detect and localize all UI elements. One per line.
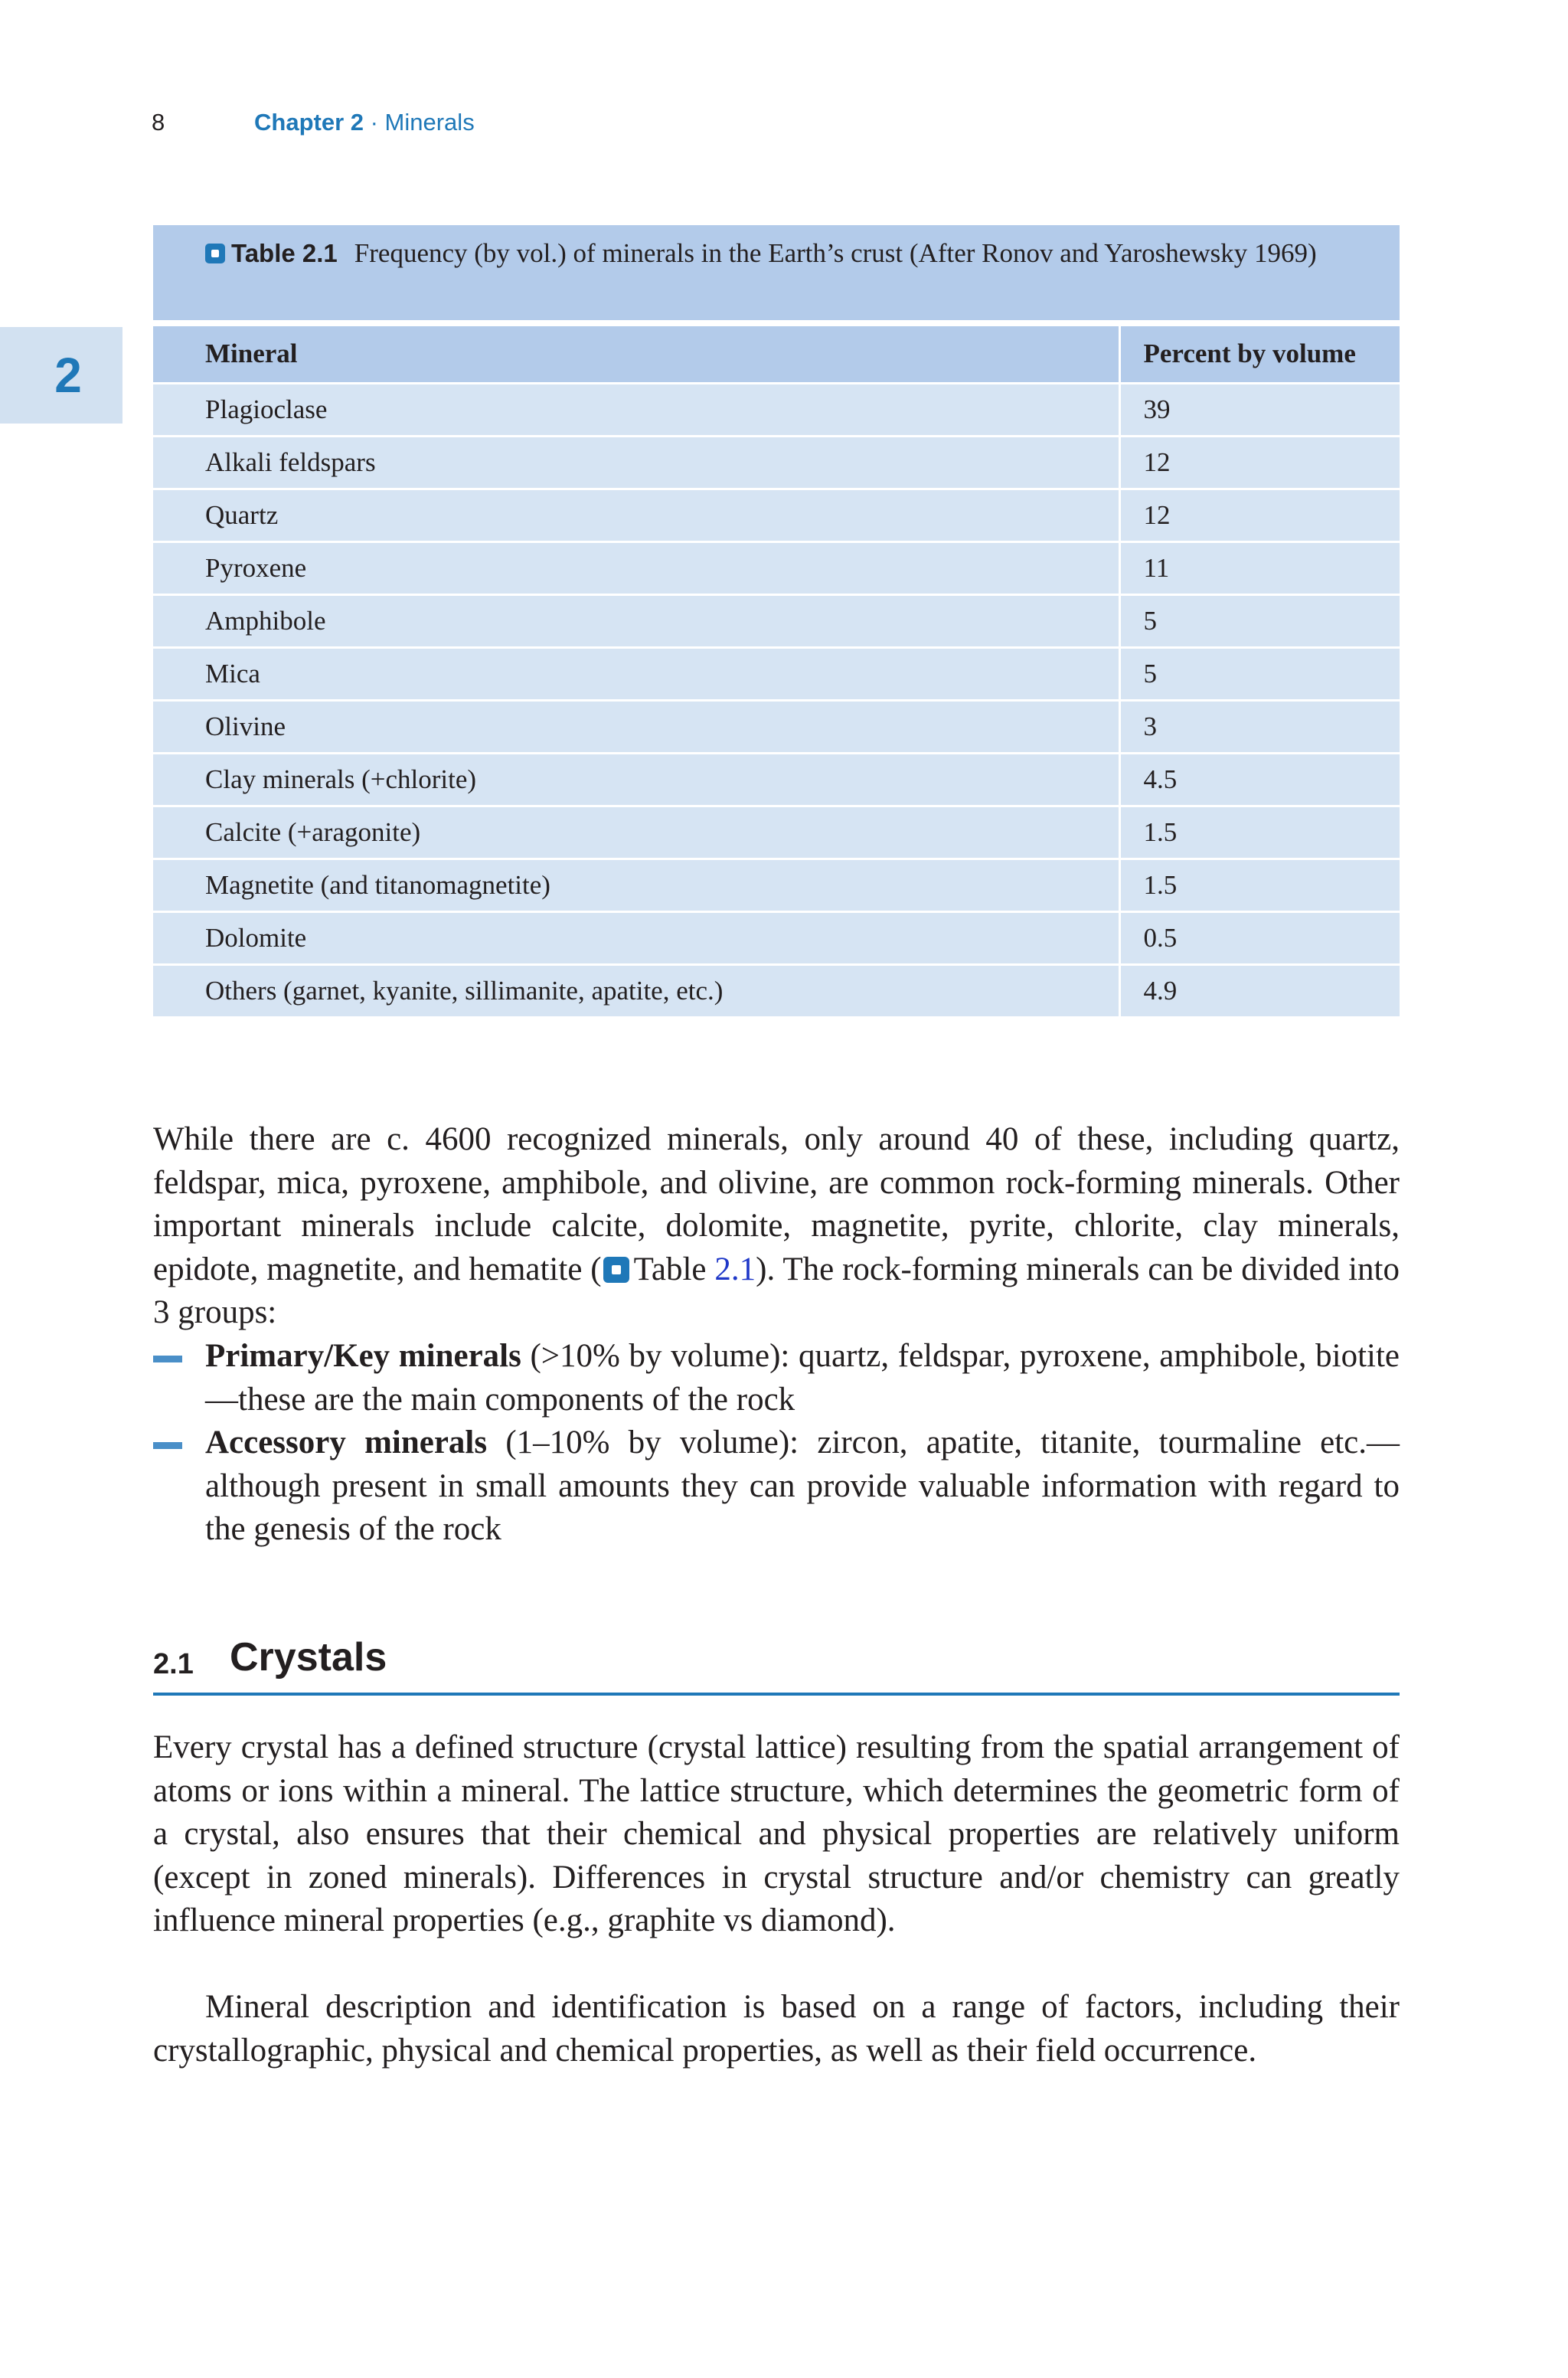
running-head [254,107,475,138]
table-caption [153,225,1400,320]
running-head-chapter-label: Chapter 2 [254,109,364,136]
cell-percent: 0.5 [1119,911,1400,964]
bullet-text: (>10% by volume): quartz, feldspar, pyroxene, amphibole, biotite—these are the main components of the rock [205,1338,1400,1418]
cell-mineral: Plagioclase [153,383,1119,436]
list-item [153,1421,1400,1552]
intro-text-before: While there are c. 4600 recognized minerals, only around 40 of these, including quartz, feldspar, mica, pyroxene, amphibole, and olivine, are common rock-forming minerals. Other important minerals include calcite, dolomite, magnetite, pyrite, chlorite, clay minerals, epidote, magnetite, and hematite ( [153,1121,1400,1287]
table-row [153,753,1400,806]
bullet-term: Accessory minerals [205,1425,488,1460]
cell-mineral: Quartz [153,489,1119,541]
cell-percent: 1.5 [1119,859,1400,911]
table-row [153,700,1400,753]
intro-paragraph [153,1118,1400,1335]
table-row [153,806,1400,859]
cell-mineral: Mica [153,647,1119,700]
cell-percent: 5 [1119,594,1400,647]
cell-mineral: Dolomite [153,911,1119,964]
table-row [153,594,1400,647]
paragraph-text: Mineral description and identification is based on a range of factors, including their crystallographic, physical and chemical properties, as well as their field occurrence. [153,1989,1400,2069]
intro-text-after: ). The rock-forming minerals can be divided into 3 groups: [153,1251,1400,1330]
cell-percent: 3 [1119,700,1400,753]
cell-mineral: Alkali feldspars [153,436,1119,489]
cell-mineral: Calcite (+aragonite) [153,806,1119,859]
section-heading [153,1634,1400,1696]
table-row [153,647,1400,700]
cell-percent: 39 [1119,383,1400,436]
column-header-mineral: Mineral [153,326,1119,383]
table-caption-text: Frequency (by vol.) of minerals in the Earth’s crust (After Ronov and Yaroshewsky 1969) [354,238,1317,268]
section-paragraph [153,1986,1400,2072]
table-row [153,436,1400,489]
running-head-chapter-title: Minerals [384,109,475,136]
table-header-row [153,326,1400,383]
minerals-table [153,326,1400,1019]
table-row [153,964,1400,1017]
section-title: Crystals [230,1635,387,1680]
dash-bullet-icon [153,1442,182,1449]
cell-percent: 4.9 [1119,964,1400,1017]
chapter-tab: 2 [0,327,122,424]
table-2-1 [153,225,1400,1019]
section-paragraph [153,1726,1400,1943]
intro-table-word: Table [633,1251,707,1287]
cell-percent: 4.5 [1119,753,1400,806]
cell-percent: 12 [1119,436,1400,489]
table-row [153,489,1400,541]
cell-percent: 5 [1119,647,1400,700]
cell-mineral: Olivine [153,700,1119,753]
table-icon [205,244,225,263]
list-item [153,1335,1400,1421]
cell-mineral: Amphibole [153,594,1119,647]
paragraph-text: Every crystal has a defined structure (crystal lattice) resulting from the spatial arrangement of atoms or ions within a mineral. The lattice structure, which determines the geometric form of a crystal, also ensures that their chemical and physical properties are relatively uniform (except in zoned minerals). Differences in crystal structure and/or chemistry can greatly influence mineral properties (e.g., graphite vs diamond). [153,1729,1400,1938]
cell-mineral: Magnetite (and titanomagnetite) [153,859,1119,911]
running-head-separator: · [363,109,385,136]
table-body [153,383,1400,1017]
table-row [153,859,1400,911]
page-number: 8 [152,109,165,136]
bullet-text: (1–10% by volume): zircon, apatite, titanite, tourmaline etc.—although present in small amounts they can provide valuable information with regard to the genesis of the rock [205,1425,1400,1547]
section-number: 2.1 [153,1648,194,1680]
cell-mineral: Pyroxene [153,541,1119,594]
mineral-groups-list [153,1335,1400,1552]
table-label: Table 2.1 [231,239,338,267]
cell-mineral: Clay minerals (+chlorite) [153,753,1119,806]
cell-percent: 12 [1119,489,1400,541]
cell-percent: 11 [1119,541,1400,594]
bullet-term: Primary/Key minerals [205,1338,521,1374]
table-ref-icon [603,1257,629,1283]
table-row [153,911,1400,964]
column-header-percent: Percent by volume [1119,326,1400,383]
table-row [153,383,1400,436]
cell-mineral: Others (garnet, kyanite, sillimanite, apatite, etc.) [153,964,1119,1017]
dash-bullet-icon [153,1356,182,1362]
table-row [153,541,1400,594]
cell-percent: 1.5 [1119,806,1400,859]
table-ref-link[interactable]: 2.1 [714,1251,756,1287]
